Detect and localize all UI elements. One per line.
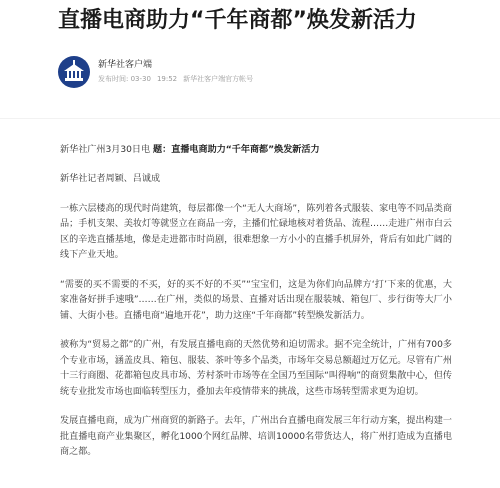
publish-date: 发布时间: 03-30: [98, 75, 151, 83]
article-paragraph: 一栋六层楼高的现代时尚建筑，每层都像一个“无人大商场”，陈列着各式服装、家电等不同品类商品；手机支架、美妆灯等就竖立在商品一旁，主播们忙碌地核对着货品、流程……走进广州市白云区的辛选直播基地，像是走进都市时尚剧，很难想象一方小小的直播手机屏外，背后有如此广阔的线下产业天地。: [60, 203, 452, 260]
publish-info: [98, 72, 259, 86]
author-name[interactable]: 新华社客户端: [98, 60, 153, 70]
article-paragraph: 发展直播电商，成为广州商贸的新路子。去年，广州出台直播电商发展三年行动方案，提出构建一批直播电商产业集聚区，孵化1000个网红品牌、培训10000名带货达人，将广州打造成为直播电商之都。: [60, 416, 452, 457]
dateline-text: 新华社广州3月30日电: [60, 145, 151, 155]
dateline: [60, 143, 452, 158]
article-body: [60, 143, 452, 461]
article-headline: 直播电商助力“千年商都”焕发新活力: [58, 8, 417, 33]
title-label: 题：: [153, 145, 172, 155]
source-note: 新华社客户端官方帐号: [183, 75, 254, 83]
article-paragraph: 被称为“贸易之都”的广州，有发展直播电商的天然优势和迫切需求。据不完全统计，广州有700多个专业市场，涵盖皮具、箱包、服装、茶叶等多个品类，市场年交易总额超过万亿元。尽管有广州十三行商圈、花都箱包皮具市场、芳村茶叶市场等在全国乃至国际“叫得响”的商贸集散中心，但传统专业批发市场也面临转型压力，叠加去年疫情带来的挑战，这些市场转型需求更为迫切。: [60, 340, 452, 397]
publish-time: 19:52: [156, 75, 178, 83]
article-title: 直播电商助力“千年商都”焕发新活力: [171, 145, 320, 155]
article-paragraph: “需要的买不需要的不买，好的买不好的不买”“宝宝们，这是为你们向品牌方‘打’下来的优惠，大家准备好拼手速哦”……在广州，类似的场景、直播对话出现在服装城、箱包厂、步行街等大厂小铺、大街小巷。直播电商“遍地开花”，助力这座“千年商都”转型焕发新活力。: [60, 279, 452, 321]
xinhua-logo-icon[interactable]: [58, 56, 90, 88]
author-block[interactable]: [58, 54, 259, 90]
header-divider: [0, 118, 500, 119]
author-meta: [98, 58, 259, 86]
byline: 新华社记者周颖、吕诚成: [60, 174, 161, 184]
